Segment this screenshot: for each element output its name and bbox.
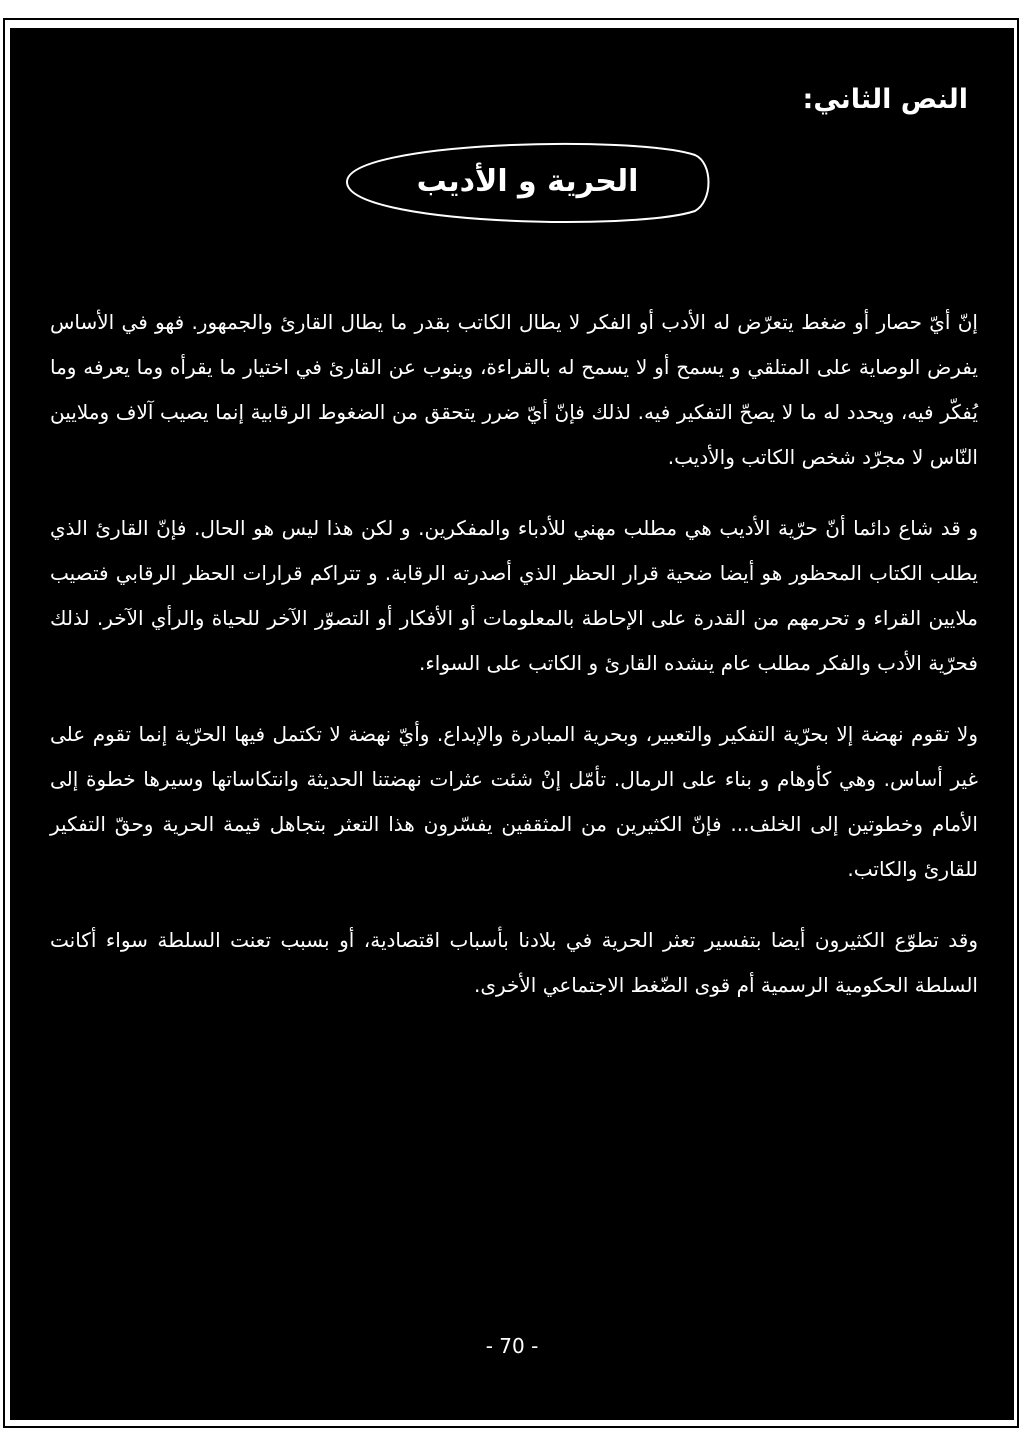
section-heading: النص الثاني: — [802, 84, 968, 115]
page-number: - 70 - — [485, 1334, 539, 1358]
page-panel — [10, 28, 1014, 1420]
article-body — [50, 300, 978, 1034]
paragraph: وقد تطوّع الكثيرون أيضا بتفسير تعثر الحرية في بلادنا بأسباب اقتصادية، أو بسبب تعنت السلطة سواء أكانت السلطة الحكومية الرسمية أم قوى الضّغط الاجتماعي الأخرى. — [50, 928, 978, 997]
article-title: الحرية و الأديب — [416, 164, 639, 199]
paragraph: ولا تقوم نهضة إلا بحرّية التفكير والتعبير، وبحرية المبادرة والإبداع. وأيّ نهضة لا تكتمل فيها الحرّية إنما تقوم على غير أساس. وهي كأوهام و بناء على الرمال. تأمّل إنْ شئت عثرات نهضتنا الحديثة وانتكاساتها وسيرها خطوة إلى الأمام وخطوتين إلى الخلف... فإنّ الكثيرين من المثقفين يفسّرون هذا التعثر بتجاهل قيمة الحرية وحقّ التفكير للقارئ والكاتب. — [50, 722, 978, 881]
paragraph: إنّ أيّ حصار أو ضغط يتعرّض له الأدب أو الفكر لا يطال الكاتب بقدر ما يطال القارئ والجمهور. فهو في الأساس يفرض الوصاية على المتلقي و يسمح أو لا يسمح له بالقراءة، وينوب عن القارئ في اختيار ما يقرأه وما يعرفه وما يُفكّر فيه، ويحدد له ما لا يصحّ التفكير فيه. لذلك فإنّ أيّ ضرر يتحقق من الضغوط الرقابية إنما يصيب آلاف وملايين النّاس لا مجرّد شخص الكاتب والأديب. — [50, 310, 978, 469]
title-oval — [335, 133, 720, 231]
paragraph: و قد شاع دائما أنّ حرّية الأديب هي مطلب مهني للأدباء والمفكرين. و لكن هذا ليس هو الحال. فإنّ القارئ الذي يطلب الكتاب المحظور هو أيضا ضحية قرار الحظر الذي أصدرته الرقابة. و تتراكم قرارات الحظر الرقابي فتصيب ملايين القراء و تحرمهم من القدرة على الإحاطة بالمعلومات أو الأفكار أو التصوّر الآخر للحياة والرأي الآخر. لذلك فحرّية الأدب والفكر مطلب عام ينشده القارئ و الكاتب على السواء. — [50, 516, 978, 675]
